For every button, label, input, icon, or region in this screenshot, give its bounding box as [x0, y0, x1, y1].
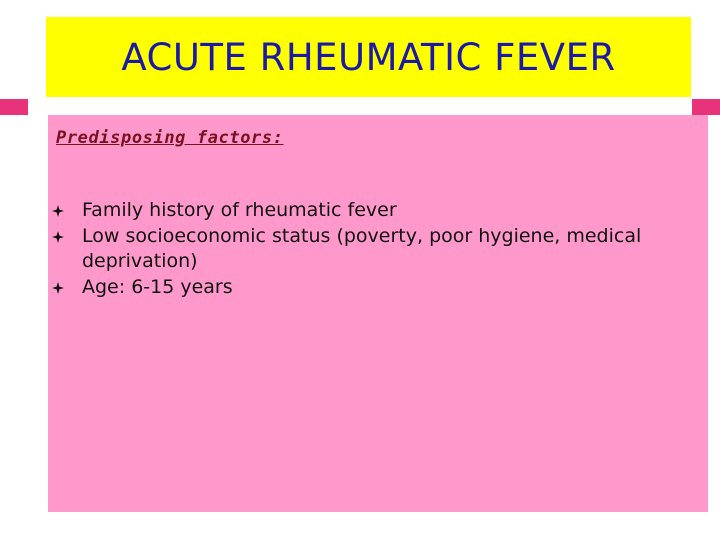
bullet-text: Family history of rheumatic fever — [82, 199, 397, 221]
list-item — [48, 198, 688, 223]
bullet-list — [48, 198, 688, 301]
title-banner — [46, 17, 691, 97]
content-panel — [48, 115, 708, 512]
bullet-text: Age: 6-15 years — [82, 276, 233, 298]
diamond-bullet-icon — [52, 205, 64, 217]
bullet-text: Low socioeconomic status (poverty, poor hygiene, medical deprivation) — [82, 225, 642, 272]
list-item — [48, 224, 688, 274]
section-subtitle: Predisposing factors: — [56, 128, 284, 148]
diamond-bullet-icon — [52, 282, 64, 294]
diamond-bullet-icon — [52, 231, 64, 243]
right-accent-bar — [692, 99, 720, 115]
left-accent-bar — [0, 99, 28, 115]
list-item — [48, 275, 688, 300]
slide-title: ACUTE RHEUMATIC FEVER — [121, 35, 616, 79]
